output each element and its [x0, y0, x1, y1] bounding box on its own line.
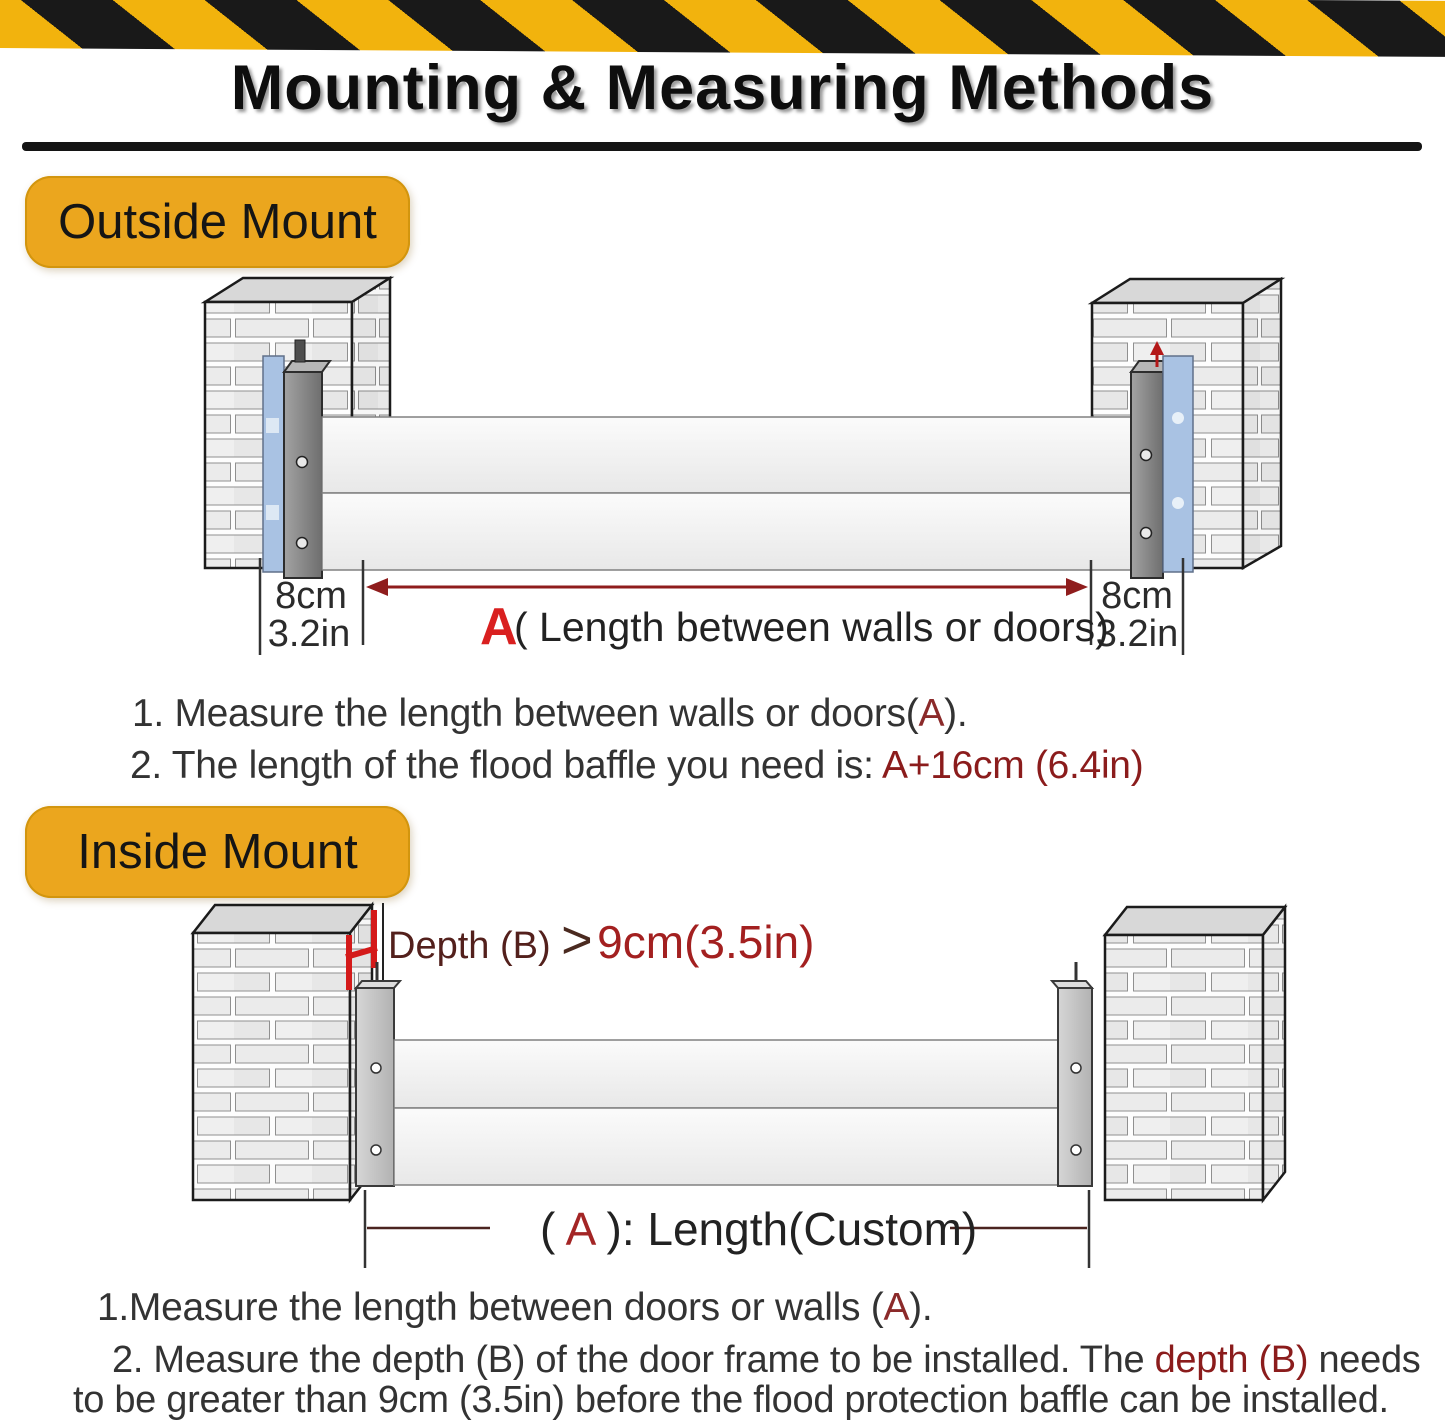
pillar-side-face	[1263, 907, 1285, 1200]
outside-flood-barrier	[322, 417, 1131, 570]
length-a-description: ( Length between walls or doors)	[514, 604, 1109, 650]
rubber-seal-strip	[263, 356, 284, 572]
screw-hole	[1141, 528, 1152, 539]
seal-mark	[266, 505, 279, 520]
pillar-side-face	[1243, 279, 1281, 568]
step-text: 1. Measure the length between walls or doors(	[132, 692, 919, 735]
left-offset-in-label: 3.2in	[267, 613, 351, 655]
depth-label-pre: Depth (B)	[388, 925, 562, 967]
screw-hole	[1071, 1063, 1081, 1073]
inside-left-brick-pillar	[193, 905, 372, 1200]
mounting-channel	[1131, 372, 1163, 578]
length-label-rest: ): Length(Custom)	[606, 1203, 978, 1255]
channel-pin	[295, 340, 305, 362]
outside-mount-badge	[25, 176, 410, 268]
screw-hole	[297, 457, 308, 468]
barrier-panel-bottom	[322, 493, 1131, 570]
outside-mount-badge-label: Outside Mount	[58, 195, 377, 249]
step-accent-a: A	[883, 1286, 910, 1329]
mounting-channel	[1058, 988, 1092, 1186]
step-text: to be greater than 9cm (3.5in) before the flood protection baffle can be installed.	[73, 1379, 1389, 1421]
inside-step-2-line-2	[73, 1378, 1389, 1421]
depth-label	[388, 910, 814, 970]
screw-hole	[1141, 450, 1152, 461]
channel-top-bevel	[356, 981, 400, 988]
greater-than-symbol: >	[561, 910, 593, 970]
step-accent-formula: A+16cm (6.4in)	[882, 744, 1144, 787]
page-title: Mounting & Measuring Methods	[230, 53, 1215, 123]
length-label-a: A	[565, 1203, 594, 1255]
hazard-stripe-band	[0, 0, 1445, 57]
step-text: ).	[909, 1286, 933, 1329]
length-label	[540, 1203, 977, 1255]
pillar-top-face	[193, 905, 372, 933]
inside-mount-diagram	[0, 898, 1445, 1295]
step-text: 1.Measure the length between doors or walls (	[97, 1286, 884, 1329]
seal-mark	[1172, 412, 1184, 424]
inside-mount-badge	[25, 806, 410, 898]
inside-right-mount-assembly	[1052, 962, 1092, 1186]
step-accent-depth: depth (B)	[1154, 1339, 1309, 1381]
mounting-channel	[356, 988, 394, 1186]
arrow-head-left-icon	[366, 578, 388, 596]
step-accent-a: A	[918, 692, 945, 735]
arrow-head-right-icon	[1066, 578, 1088, 596]
barrier-panel-top	[322, 417, 1131, 493]
inside-mount-badge-label: Inside Mount	[77, 825, 358, 879]
step-text: 2. Measure the depth (B) of the door frame to be installed. The	[112, 1339, 1155, 1381]
rubber-seal-strip	[1163, 356, 1193, 572]
screw-hole	[1071, 1145, 1081, 1155]
seal-mark	[1172, 497, 1184, 509]
inside-step-2	[112, 1338, 1421, 1382]
outside-mount-diagram	[0, 268, 1445, 668]
screw-hole	[371, 1063, 381, 1073]
length-label-open: (	[540, 1203, 556, 1255]
step-text: 2. The length of the flood baffle you need is:	[130, 744, 883, 787]
seal-mark	[266, 418, 279, 433]
screw-hole	[297, 538, 308, 549]
step-text: needs	[1308, 1339, 1421, 1381]
inside-step-1	[97, 1286, 932, 1330]
length-a-symbol: A	[480, 598, 518, 656]
right-offset-in-label: 3.2in	[1095, 613, 1179, 655]
outside-step-1	[132, 692, 967, 736]
step-text: ).	[944, 692, 968, 735]
outside-step-2	[130, 744, 1143, 788]
title-underline	[22, 142, 1422, 151]
screw-hole	[371, 1145, 381, 1155]
right-offset-cm-label: 8cm	[1101, 575, 1173, 617]
pillar-front-face	[193, 933, 350, 1200]
pillar-top-face	[1105, 907, 1285, 935]
inside-right-brick-pillar	[1105, 907, 1285, 1200]
channel-top-bevel	[1052, 981, 1092, 988]
barrier-panel-top	[394, 1040, 1058, 1108]
pillar-front-face	[1105, 935, 1263, 1200]
left-offset-cm-label: 8cm	[275, 575, 347, 617]
channel-top-bevel	[284, 361, 330, 372]
depth-label-value: 9cm(3.5in)	[597, 916, 815, 968]
barrier-panel-bottom	[394, 1108, 1058, 1185]
outside-right-mount-assembly	[1131, 341, 1193, 578]
inside-flood-barrier	[394, 1040, 1058, 1185]
outside-left-mount-assembly	[263, 340, 330, 578]
